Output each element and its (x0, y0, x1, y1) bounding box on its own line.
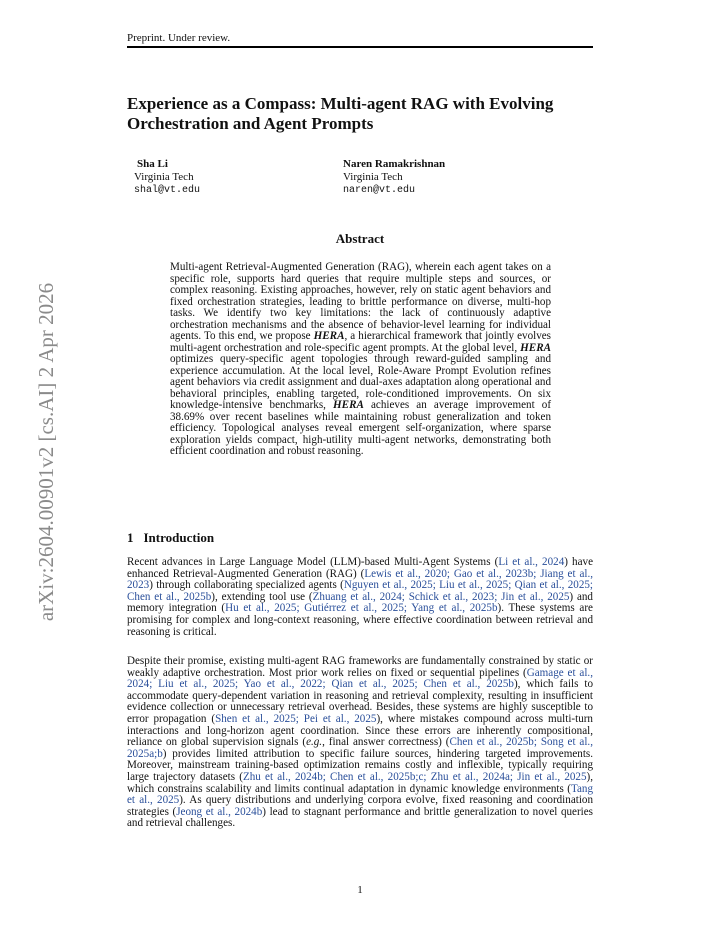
section-number: 1 (127, 530, 134, 545)
page-number: 1 (357, 884, 363, 896)
running-header: Preprint. Under review. (127, 32, 231, 44)
citation-link[interactable]: Zhu et al., 2024b; Chen et al., 2025b;c; Zhu et al., 2024a; Jin et al., 2025 (242, 770, 587, 783)
author-email[interactable]: shal@vt.edu (134, 185, 201, 196)
citation-link[interactable]: Jeong et al., 2024b (176, 805, 263, 818)
body-text: , final answer correctness) ( (322, 736, 450, 749)
body-text: ) lead to stagnant performance and brittle generalization to novel queries and retrieval challenges. (127, 805, 593, 830)
body-text-italic: e.g. (306, 736, 323, 749)
author-email[interactable]: naren@vt.edu (343, 185, 416, 196)
body-text: ). As query distributions and underlying corpora evolve, fixed reasoning and coordination strategies ( (127, 794, 593, 818)
body-text: Despite their promise, existing multi-agent RAG frameworks are fundamentally constrained by static or weakly adaptive orchestration. Most prior work relies on fixed or sequential pipelines ( (127, 655, 593, 679)
section-title: Introduction (143, 530, 215, 545)
body-text: ), which constrains scalability and limits continual adaptation in dynamic knowledge environments ( (127, 770, 593, 795)
section-heading (127, 530, 214, 546)
abstract-heading: Abstract (335, 231, 385, 246)
body-text: ) and memory integration ( (127, 590, 593, 615)
author-name: Sha Li (137, 158, 168, 170)
abstract-text: achieves an average improvement of 38.69% over recent baselines while maintaining robust generalization and token efficiency. Topological analyses reveal emergent self-organization, where sparse exploration yields compact, high-utility multi-agent networks, demonstrating both efficient coordination and robust reasoning. (170, 399, 552, 457)
arxiv-stamp: arXiv:2604.00901v2 [cs.AI] 2 Apr 2026 (34, 282, 58, 622)
citation-link[interactable]: Li et al., 2024 (498, 556, 565, 568)
body-text: ), which fails to accommodate query-dependent variation in reasoning and retrieval complexity, resulting in insufficient evidence collection or unnecessary retrieval overhead. Besides, these systems are highly susceptible to error propagation ( (127, 678, 593, 725)
title-line-2: Orchestration and Agent Prompts (127, 114, 374, 133)
body-text: Recent advances in Large Language Model (LLM)-based Multi-Agent Systems ( (127, 556, 499, 568)
abstract-body (170, 262, 551, 458)
body-text: ) provides limited attribution to specific failure sources, hindering targeted improvements. Moreover, mainstream training-based optimization remains costly and inflexible, typically requiring large trajectory datasets ( (127, 747, 593, 783)
author-block-1 (134, 158, 200, 197)
intro-paragraph-2 (127, 656, 593, 830)
body-text: ), where mistakes compound across multi-turn interactions and long-horizon agent coordination. Since these errors are inherently compositional, reliance on global supervision signals ( (127, 712, 593, 749)
author-name: Naren Ramakrishnan (343, 158, 446, 170)
title-line-1: Experience as a Compass: Multi-agent RAG with Evolving (127, 94, 554, 113)
citation-link[interactable]: Chen et al., 2025b; Song et al., 2025a;b (127, 736, 593, 760)
method-name: HERA (333, 399, 364, 411)
abstract-text: optimizes query-specific agent topologies through reward-guided sampling and experience accumulation. At the local level, Role-Aware Prompt Evolution refines agent behaviors via credit assignment and dual-axes adaptation along operational and behavioral principles, enabling targeted, role-conditioned improvements. On six knowledge-intensive benchmarks, (170, 353, 551, 411)
citation-link[interactable]: Nguyen et al., 2025; Liu et al., 2025; Qian et al., 2025; Chen et al., 2025b (127, 579, 593, 603)
author-affiliation: Virginia Tech (134, 171, 194, 183)
method-name: HERA (313, 330, 345, 342)
body-text: ). These systems are promising for complex and long-context reasoning, where effective coordination between retrieval and reasoning is critical. (127, 602, 593, 638)
citation-link[interactable]: Hu et al., 2025; Gutiérrez et al., 2025; Yang et al., 2025b (225, 602, 498, 615)
paper-title (127, 94, 607, 134)
citation-link[interactable]: Gamage et al., 2024; Liu et al., 2025; Yao et al., 2022; Qian et al., 2025; Chen et al., 2025b (127, 666, 593, 691)
citation-link[interactable]: Zhuang et al., 2024; Schick et al., 2023; Jin et al., 2025 (312, 590, 570, 603)
abstract-text: , a hierarchical framework that jointly evolves multi-agent orchestration and role-specific agent prompts. At the global level, (170, 330, 551, 354)
body-text: ) through collaborating specialized agents ( (149, 579, 344, 592)
body-text: ), extending tool use ( (211, 590, 313, 603)
citation-link[interactable]: Lewis et al., 2020; Gao et al., 2023b; Jiang et al., 2023 (127, 567, 593, 592)
citation-link[interactable]: Tang et al., 2025 (127, 782, 593, 807)
author-block-2 (343, 158, 445, 197)
author-affiliation: Virginia Tech (343, 171, 403, 183)
header-rule (127, 46, 593, 48)
abstract-text: Multi-agent Retrieval-Augmented Generation (RAG), wherein each agent takes on a specific role, supports hard queries that require multiple steps and sources, or complex reasoning. Existing approaches, however, rely on static agent behaviors and fixed orchestration strategies, leading to brittle performance on diverse, multi-hop tasks. We identify two key limitations: the lack of continuously adaptive orchestration mechanisms and the absence of behavior-level learning for individual agents. To this end, we propose (170, 261, 551, 342)
method-name: HERA (520, 341, 551, 354)
body-text: ) have enhanced Retrieval-Augmented Generation (RAG) ( (127, 556, 593, 580)
intro-paragraph-1 (127, 557, 593, 638)
citation-link[interactable]: Shen et al., 2025; Pei et al., 2025 (215, 712, 377, 725)
